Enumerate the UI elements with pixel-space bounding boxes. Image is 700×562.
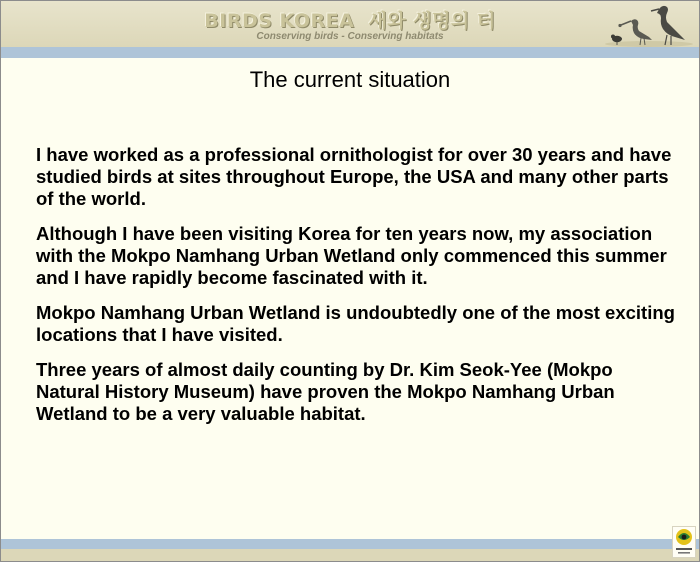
header-title-kr: 새와 생명의 터: [368, 10, 496, 32]
header-subtitle: Conserving birds - Conserving habitats: [256, 31, 444, 42]
header-divider-band: [1, 47, 699, 58]
header-title-en: BIRDS KOREA: [204, 10, 355, 32]
paragraph-2: Although I have been visiting Korea for ten years now, my association with the Mokpo Namhang Urban Wetland only commenced this summer and I have rapidly become fascinated with it.: [36, 223, 667, 288]
birds-korea-logo-icon: [672, 526, 696, 558]
paragraph-3: Mokpo Namhang Urban Wetland is undoubtedly one of the most exciting locations that I have visited.: [36, 302, 675, 345]
slide-body: [36, 144, 676, 438]
footer-divider-band: [1, 539, 699, 549]
header-title: [1, 6, 699, 33]
paragraph-1: I have worked as a professional ornithologist for over 30 years and have studied birds at sites throughout Europe, the USA and many other parts of the world.: [36, 144, 672, 209]
slide-title: The current situation: [249, 67, 451, 92]
paragraph-4: Three years of almost daily counting by Dr. Kim Seok-Yee (Mokpo Natural History Museum) have proven the Mokpo Namhang Urban Wetland to be a very valuable habitat.: [36, 359, 615, 424]
wading-birds-icon: [597, 1, 693, 47]
slide-footer: [1, 549, 699, 561]
slide-header: [1, 1, 699, 47]
